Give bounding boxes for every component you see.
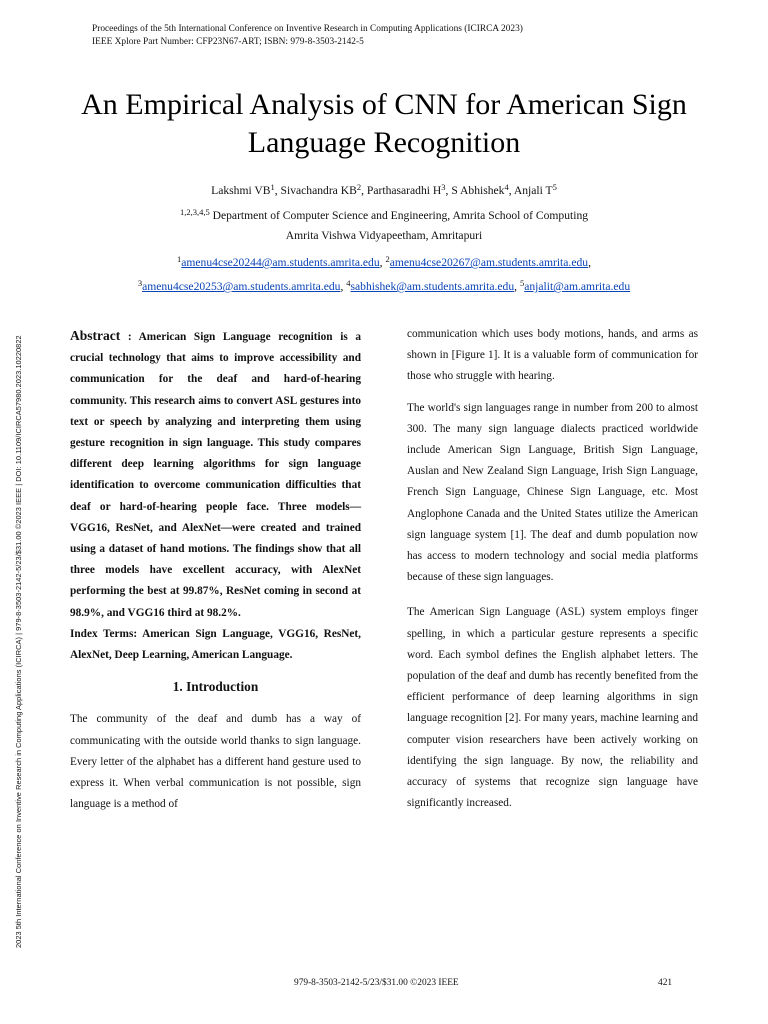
left-column [70,325,361,825]
author-name: Anjali T [513,184,553,197]
email-link[interactable]: anjalit@am.amrita.edu [524,280,631,293]
author-name: Parthasaradhi H [366,184,442,197]
author-name: Lakshmi VB [211,184,271,197]
body-paragraph: The American Sign Language (ASL) system employs finger spelling, in which a particular gesture represents a specific word. Each symbol defines the English alphabet letters. The population of the deaf and dumb has recently benefited from the efficient performance of deep learning algorithms in sign language recognition [2]. For many years, machine learning and computer vision researchers have been actively working on identifying the sign language. By now, the reliability and accuracy of systems that recognize sign language have significantly increased. [407,606,698,810]
affiliation: $^{1,2,3,4,5}$ Department of Computer Science and Engineering, Amrita School of Computing [179,207,589,222]
page-number: 421 [658,978,673,988]
intro-paragraph: The community of the deaf and dumb has a way of communicating with the outside world thanks to sign language. Every letter of the alphabet has a different hand gesture used to express it. When verbal communication is not possible, sign language is a method of [70,713,361,811]
body-paragraph: The world's sign languages range in number from 200 to almost 300. The many sign language dialects practiced worldwide include American Sign Language, British Sign Language, Auslan and New Zealand Sign Language, Irish Sign Language, French Sign Language, Chinese Sign Language, etc. Most Anglophone Canada and the United States utilize the American sign language system [1]. The deaf and dumb population now has access to modern technology and social media platforms because of these sign languages. [407,401,698,584]
institution: Amrita Vishwa Vidyapeetham, Amritapuri [285,229,483,242]
email-link[interactable]: sabhishek@am.students.amrita.edu [350,280,515,293]
header-line-2: IEEE Xplore Part Number: CFP23N67-ART; ISBN: 979-8-3503-2142-5 [92,37,364,47]
email-link[interactable]: amenu4cse20244@am.students.amrita.edu [181,256,380,269]
author-name: Sivachandra KB [280,184,357,197]
email-row-1: $^1$amenu4cse20244@am.students.amrita.edu, $^2$amenu4cse20267@am.students.amrita.edu, [177,254,591,269]
author-name: S Abhishek [451,184,505,197]
body-paragraph: communication which uses body motions, hands, and arms as shown in [Figure 1]. It is a valuable form of communication for those who struggle with hearing. [407,328,698,383]
paper-title: An Empirical Analysis of CNN for American Sign Language Recognition [81,88,687,159]
proceedings-header [92,23,523,49]
email-link[interactable]: amenu4cse20253@am.students.amrita.edu [142,280,341,293]
right-column [407,324,698,824]
abstract: Abstract : American Sign Language recognition is a crucial technology that aims to improve accessibility and communication for the deaf and hard-of-hearing community. This research aims to convert ASL gestures into text or speech by analyzing and interpreting them using gesture recognition in sign language. This study compares different deep learning algorithms for sign language identification to overcome communication difficulties that deaf or hard-of-hearing people face. Three models—VGG16, ResNet, and AlexNet—were created and trained using a dataset of hand motions. The findings show that all three models have excellent accuracy, with AlexNet performing the best at 99.87%, ResNet coming in second at 98.9%, and VGG16 third at 98.2%. [70,328,361,619]
author-list: Lakshmi $VB^1$, Sivachandra $KB^2$, Parthasaradhi $H^3$, S Abhishek$^4$, Anjali $T^5$ [211,182,557,197]
email-link[interactable]: amenu4cse20267@am.students.amrita.edu [389,256,589,269]
email-row-2: $^3$amenu4cse20253@am.students.amrita.edu, $^4$sabhishek@am.students.amrita.edu, $^5$anjalit@am.amrita.edu [137,278,631,293]
section-heading-introduction: 1. Introduction [172,679,259,695]
footer-copyright: 979-8-3503-2142-5/23/$31.00 ©2023 IEEE [294,978,459,988]
abstract-label: Abstract [70,328,121,343]
index-terms: Index Terms: American Sign Language, VGG16, ResNet, AlexNet, Deep Learning, American Language. [70,627,361,662]
abstract-text: American Sign Language recognition is a crucial technology that aims to improve accessibility and communication for the deaf and hard-of-hearing community. This research aims to convert ASL gestures into text or speech by analyzing and interpreting them using gesture recognition in sign language. This study compares different deep learning algorithms for sign language identification to overcome communication difficulties that deaf or hard-of-hearing people face. Three models—VGG16, ResNet, and AlexNet—were created and trained using a dataset of hand motions. The findings show that all three models have excellent accuracy, with AlexNet performing the best at 99.87%, ResNet coming in second at 98.9%, and VGG16 third at 98.2%. [70,331,361,619]
doi-sidebar: 2023 5th International Conference on Inventive Research in Computing Applications (ICIRCA) | 979-8-3503-2142-5/23/$31.00 ©2023 IEEE | DOI: 10.1109/ICIRCA57980.2023.10220822 [14,335,23,948]
header-line-1: Proceedings of the 5th International Conference on Inventive Research in Computing Applications (ICIRCA 2023) [92,24,523,34]
